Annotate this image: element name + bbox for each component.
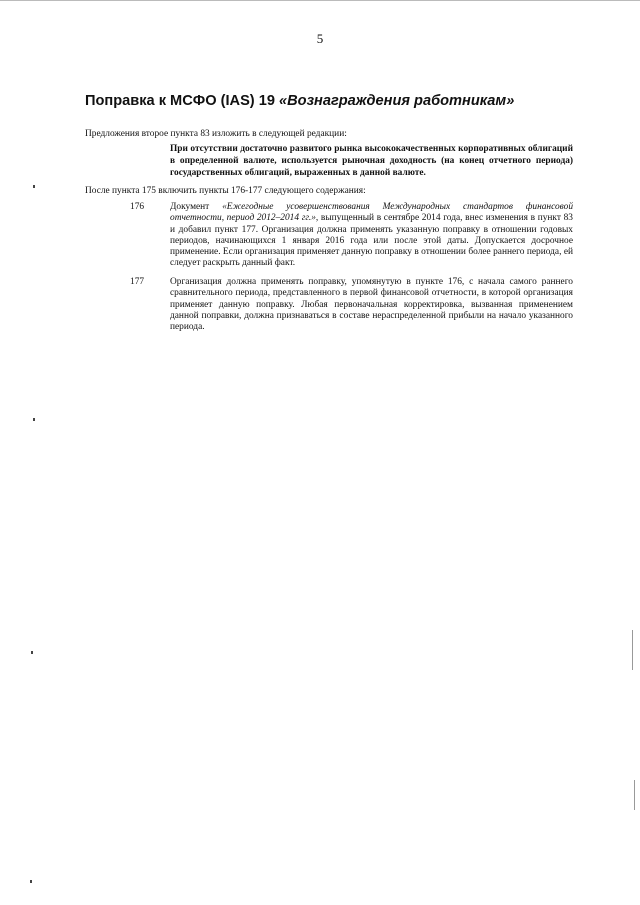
scan-speck: [30, 880, 32, 883]
paragraph-text: Организация должна применять поправку, упомянутую в пункте 176, с начала самого раннего сравнительного периода, представленного в первой финансовой отчетности, в которой организация применяет данную поправку. Любая первоначальная корректировка, вызванная применением данной поправки, должна признаваться в составе нераспределенной прибыли на начало указанного периода.: [170, 277, 573, 333]
scan-speck: [31, 651, 33, 654]
heading-italic-title: «Вознаграждения работникам»: [279, 93, 515, 109]
scan-edge-mark: [632, 630, 633, 670]
amended-text-paragraph-83: При отсутствии достаточно развитого рынка высококачественных корпоративных облигаций в определенной валюте, используется рыночная доходность (на конец отчетного периода) государственных облигаций, выраженных в данной валюте.: [170, 144, 573, 178]
intro-paragraph-175: После пункта 175 включить пункты 176-177 следующего содержания:: [85, 186, 366, 196]
paragraph-number: 177: [130, 277, 145, 287]
scan-speck: [33, 418, 35, 421]
paragraph-text-start: Документ: [170, 202, 223, 212]
paragraph-text-rest: , выпущенный в сентябре 2014 года, внес изменения в пункт 83 и добавил пункт 177. Организация должна применять указанную поправку в отношении годовых периодов, начинающихся 1 января 2016 года или после этой даты. Допускается досрочное применение. Если организация применяет данную поправку в отношении более раннего периода, ей следует раскрыть данный факт.: [170, 213, 573, 269]
paragraph-text: [170, 202, 573, 270]
document-title-italic: «Ежегодные усовершенствования Международных стандартов финансовой отчетности, период 2012–2014 гг.»: [170, 202, 574, 224]
page-heading: [85, 93, 605, 109]
scan-edge-line: [0, 0, 640, 1]
scan-edge-mark: [634, 780, 635, 810]
intro-paragraph-83: Предложения второе пункта 83 изложить в следующей редакции:: [85, 129, 347, 139]
paragraph-number: 176: [130, 202, 145, 212]
heading-regular: Поправка к МСФО (IAS) 19: [85, 93, 280, 109]
page-number: 5: [316, 31, 324, 46]
scan-speck: [33, 185, 35, 188]
